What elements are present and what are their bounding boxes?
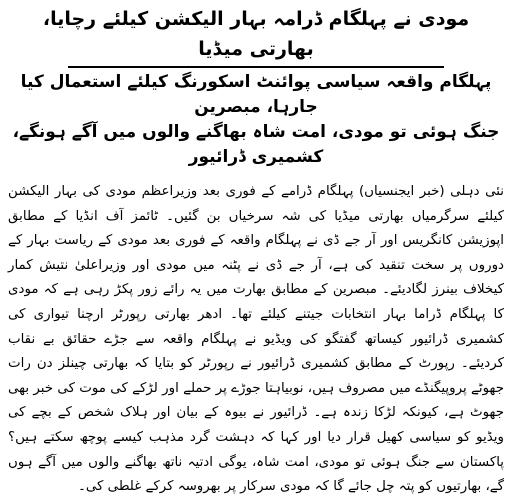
- headline: مودی نے پہلگام ڈرامہ بہار الیکشن کیلئے رچایا، بھارتی میڈیا: [42, 8, 470, 60]
- subheadline-1: پہلگام واقعہ سیاسی پوائنٹ اسکورنگ کیلئے استعمال کیا جارہا، مبصرین: [20, 72, 492, 117]
- article-body: [8, 180, 504, 500]
- subheadline-2: جنگ ہوئی تو مودی، امت شاہ بھاگنے والوں میں آگے ہونگے، کشمیری ڈرائیور: [12, 122, 500, 167]
- article-paragraph: نئی دہلی (خبر ایجنسیاں) پہلگام ڈرامے کے فوری بعد وزیراعظم مودی کی بہار الیکشن کیلئے سرگرمیاں بھارتی میڈیا کی شہ سرخیاں بن گئیں۔ ٹائمز آف انڈیا کے مطابق اپوزیشن کانگریس اور آر جے ڈی نے پہلگام واقعہ کے فوری بعد مودی کے ریاست بہار کے دوروں پر سخت تنقید کی ہے، آر جے ڈی نے پٹنہ میں مودی اور وزیراعلیٰ نتیش کمار کیخلاف بینرز لگادیئے۔ مبصرین کے مطابق بھارت میں یہ رائے زور پکڑ رہی ہے کہ مودی کا پہلگام ڈراما بہار انتخابات جیتنے کیلئے تھا۔ ادھر بھارتی رپورٹر ارچنا تیواری کی کشمیری ڈرائیور کیساتھ گفتگو کی ویڈیو نے پہلگام واقعہ سے جڑے حقائق بے نقاب کردیئے۔ رپورٹ کے مطابق کشمیری ڈرائیور نے رپورٹر کو بتایا کہ بھارتی چینلز دن رات جھوٹے پروپیگنڈے میں مصروف ہیں، نوبیاہتا جوڑے پر حملے اور لڑکے کی موت کی خبر بھی جھوٹ ہے، کیونکہ لڑکا زندہ ہے۔ ڈرائیور نے بیوہ کے بیان اور ہلاک شخص کے بچے کی ویڈیو کو سیاسی کھیل قرار دیا اور کہا کہ دہشت گرد مذہب کیسے پوچھ سکتے ہیں؟ پاکستان سے جنگ ہوئی تو مودی، امت شاہ، یوگی ادتیہ ناتھ بھاگنے والوں میں آگے ہوں گے، بھارتیوں کو پتہ چل جائے گا کہ مودی سرکار پر بھروسہ کرکے غلطی کی۔: [8, 184, 504, 495]
- headline-divider: [68, 66, 444, 68]
